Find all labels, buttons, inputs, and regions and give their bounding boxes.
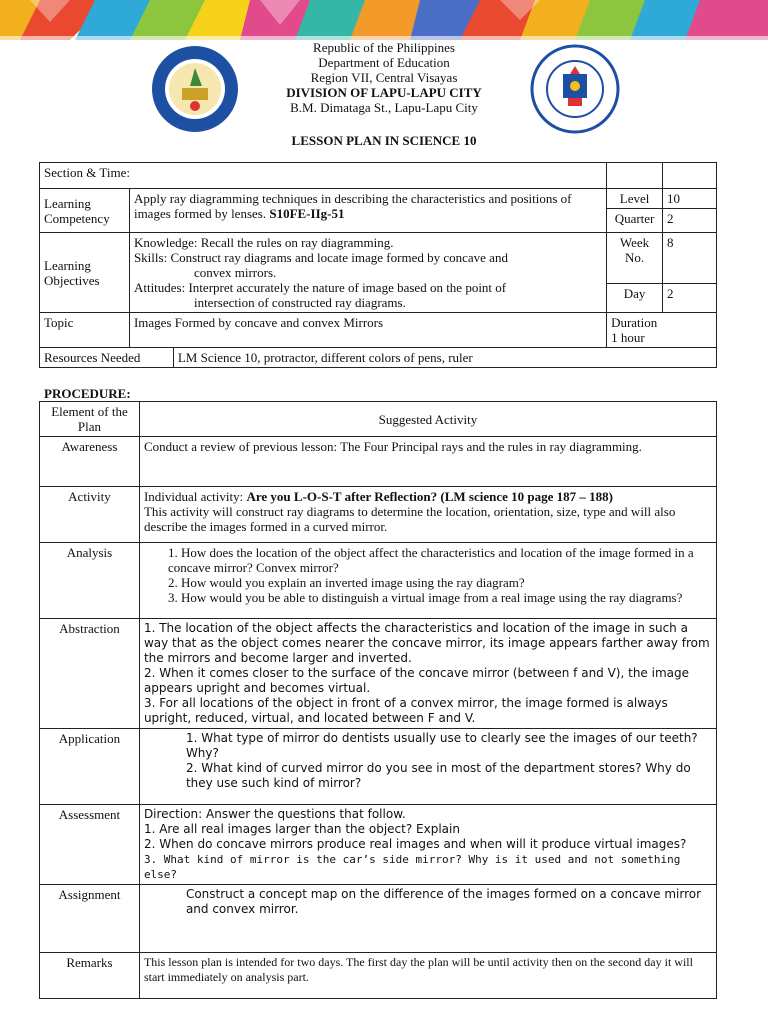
resources-label: Resources Needed: [40, 348, 174, 368]
header-activity: Suggested Activity: [139, 402, 716, 437]
assessment-text: Direction: Answer the questions that follow. 1. Are all real images larger than the object? Explain 2. When do concave mirrors produce real images and when will it produce virtual images? 3. What kind of mirror is the car’s side mirror? Why is it used and not something else?: [139, 805, 716, 885]
remarks-label: Remarks: [40, 953, 140, 999]
header-department: Department of Education: [318, 55, 450, 70]
level-value: 10: [663, 189, 717, 209]
competency-label: Learning Competency: [40, 189, 130, 233]
awareness-text: Conduct a review of previous lesson: The Four Principal rays and the rules in ray diagramming.: [139, 437, 716, 487]
quarter-value: 2: [663, 209, 717, 233]
remarks-text: This lesson plan is intended for two days. The first day the plan will be until activity then on the second day it will start immediately on analysis part.: [139, 953, 716, 999]
analysis-label: Analysis: [40, 543, 140, 619]
assignment-text: Construct a concept map on the difference of the images formed on a concave mirror and convex mirror.: [139, 885, 716, 953]
header-region: Region VII, Central Visayas: [310, 70, 458, 85]
header-address: B.M. Dimataga St., Lapu-Lapu City: [290, 100, 478, 115]
header-republic: Republic of the Philippines: [313, 40, 455, 55]
quarter-label: Quarter: [607, 209, 663, 233]
document-title: LESSON PLAN IN SCIENCE 10: [291, 133, 477, 148]
week-label: Week No.: [607, 233, 663, 284]
competency-text: Apply ray diagramming techniques in describing the characteristics and positions of images formed by lenses. S10FE-IIg-51: [129, 189, 606, 233]
empty-cell: [663, 163, 717, 189]
assignment-label: Assignment: [40, 885, 140, 953]
procedure-table: [39, 401, 717, 999]
decorative-banner: [0, 0, 768, 40]
activity-text: Individual activity: Are you L-O-S-T after Reflection? (LM science 10 page 187 – 188) This activity will construct ray diagrams to determine the location, orientation, size, type and will also describe the images formed in a curved mirror.: [139, 487, 716, 543]
empty-cell: [607, 163, 663, 189]
abstraction-label: Abstraction: [40, 619, 140, 729]
topic-value: Images Formed by concave and convex Mirrors: [129, 313, 606, 348]
day-label: Day: [607, 283, 663, 312]
level-label: Level: [607, 189, 663, 209]
abstraction-text: 1. The location of the object affects the characteristics and location of the image in such a way that as the object comes nearer the concave mirror, its image appears farther away from the mirrors and become larger and inverted. 2. When it comes closer to the surface of the concave mirror (between f and V), the image appears upright and becomes virtual. 3. For all locations of the object in front of a convex mirror, the image formed is always upright, reduced, virtual, and located between F and V.: [139, 619, 716, 729]
assessment-label: Assessment: [40, 805, 140, 885]
objectives-text: Knowledge: Recall the rules on ray diagramming. Skills: Construct ray diagrams and locate image formed by concave and convex mirrors. Attitudes: Interpret accurately the nature of image based on the point of intersection of constructed ray diagrams.: [129, 233, 606, 313]
header-element: Element of the Plan: [40, 402, 140, 437]
week-value: 8: [663, 233, 717, 284]
duration-cell: [607, 313, 717, 348]
activity-label: Activity: [40, 487, 140, 543]
topic-label: Topic: [40, 313, 130, 348]
lesson-info-table: [39, 162, 717, 368]
procedure-heading: PROCEDURE:: [44, 386, 131, 401]
header-division: DIVISION OF LAPU-LAPU CITY: [286, 85, 482, 100]
duration-value: 1 hour: [611, 330, 645, 345]
objectives-label: Learning Objectives: [40, 233, 130, 313]
letterhead: [0, 40, 768, 115]
analysis-text: 1. How does the location of the object affect the characteristics and location of the image formed in a concave mirror? Convex mirror? 2. How would you explain an inverted image using the ray diagram? 3. How would you be able to distinguish a virtual image from a real image using the ray diagrams?: [139, 543, 716, 619]
application-label: Application: [40, 729, 140, 805]
section-time-label: Section & Time:: [40, 163, 607, 189]
application-text: 1. What type of mirror do dentists usually use to clearly see the images of our teeth? Why? 2. What kind of curved mirror do you see in most of the department stores? Why do they use such kind of mirror?: [139, 729, 716, 805]
day-value: 2: [663, 283, 717, 312]
duration-label: Duration: [611, 315, 658, 330]
awareness-label: Awareness: [40, 437, 140, 487]
resources-value: LM Science 10, protractor, different colors of pens, ruler: [173, 348, 716, 368]
